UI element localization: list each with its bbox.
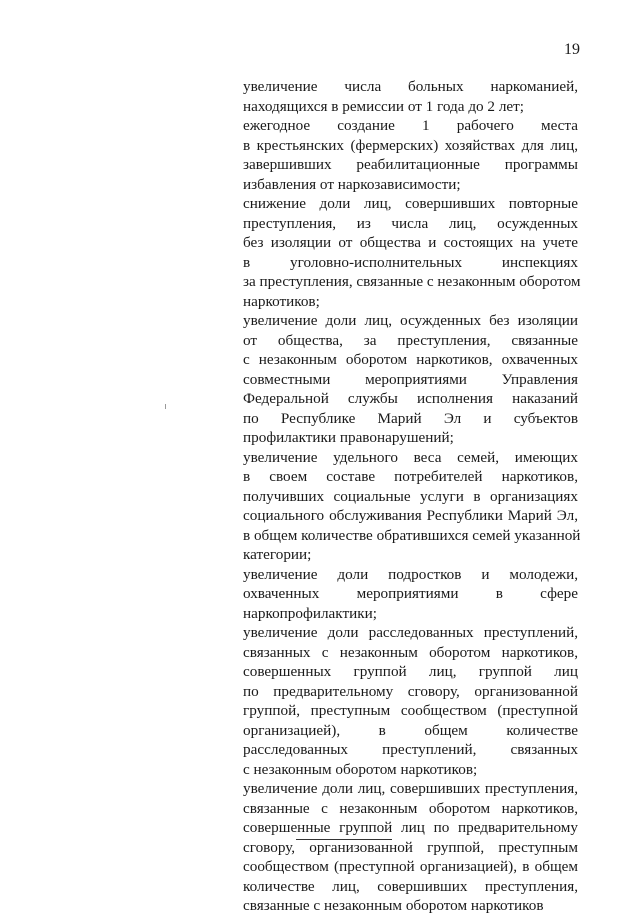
body-text-line: увеличение доли расследованных преступлений, (243, 624, 578, 641)
body-text-line: ежегодное создание 1 рабочего места (243, 117, 578, 134)
body-text-line: увеличение числа больных наркоманией, (243, 78, 578, 95)
body-text-line: с незаконным оборотом наркотиков, охваченных (243, 351, 578, 368)
body-text-line: социального обслуживания Республики Марий Эл, (243, 507, 578, 524)
body-text-line: в уголовно-исполнительных инспекциях (243, 253, 578, 271)
body-text-line: в своем составе потребителей наркотиков, (243, 468, 578, 485)
body-text-line: охваченных мероприятиями в сфере (243, 585, 578, 602)
body-text-line: профилактики правонарушений; (243, 429, 454, 446)
body-text-line: избавления от наркозависимости; (243, 175, 461, 193)
body-text-line: преступления, из числа лиц, осужденных (243, 214, 578, 232)
body-text-line: Федеральной службы исполнения наказаний (243, 390, 578, 407)
body-text-line: увеличение доли лиц, совершивших преступления, (243, 780, 578, 797)
body-text-line: сговору, организованной группой, преступным (243, 838, 578, 856)
body-text-line: наркотиков; (243, 292, 320, 310)
body-text-line: с незаконным оборотом наркотиков; (243, 760, 478, 778)
body-text-line: категории; (243, 546, 312, 563)
body-text-line: наркопрофилактики; (243, 604, 377, 622)
body-text-line: находящихся в ремиссии от 1 года до 2 лет; (243, 97, 525, 115)
body-text-line: совместными мероприятиями Управления (243, 370, 578, 388)
body-text-line: связанные с незаконным оборотом наркотиков (243, 897, 544, 914)
body-text-line: сообществом (преступной организацией), в общем (243, 858, 578, 875)
body-text-line: по предварительному сговору, организованной (243, 682, 578, 700)
body-text-line: связанные с незаконным оборотом наркотиков, (243, 799, 578, 817)
body-text-line: группой, преступным сообществом (преступной (243, 702, 578, 719)
body-text-line: снижение доли лиц, совершивших повторные (243, 195, 578, 212)
body-text-line: организацией), в общем количестве (243, 721, 578, 739)
body-text-line: совершенные группой лиц по предварительному (243, 819, 578, 836)
body-text-line: увеличение доли подростков и молодежи, (243, 565, 578, 583)
body-text-line: завершивших реабилитационные программы (243, 156, 578, 173)
body-text-line: в крестьянских (фермерских) хозяйствах для лиц, (243, 136, 578, 154)
body-text-line: расследованных преступлений, связанных (243, 741, 578, 758)
body-text-line: получивших социальные услуги в организациях (243, 487, 578, 505)
footer-rule (296, 839, 392, 840)
scan-speck (165, 404, 166, 409)
body-text-line: увеличение доли лиц, осужденных без изоляции (243, 312, 578, 329)
body-text-line: увеличение удельного веса семей, имеющих (243, 448, 578, 466)
body-text-line: без изоляции от общества и состоящих на учете (243, 234, 578, 251)
document-body (243, 77, 581, 916)
body-text-line: связанных с незаконным оборотом наркотиков, (243, 643, 578, 661)
body-text-line: количестве лиц, совершивших преступления, (243, 877, 578, 895)
body-text-line: в общем количестве обратившихся семей указанной (243, 526, 581, 544)
page-number: 19 (564, 41, 580, 58)
body-text-line: совершенных группой лиц, группой лиц (243, 663, 578, 680)
body-text-line: по Республике Марий Эл и субъектов (243, 409, 578, 427)
body-text-line: от общества, за преступления, связанные (243, 331, 578, 349)
body-text-line: за преступления, связанные с незаконным оборотом (243, 273, 581, 290)
